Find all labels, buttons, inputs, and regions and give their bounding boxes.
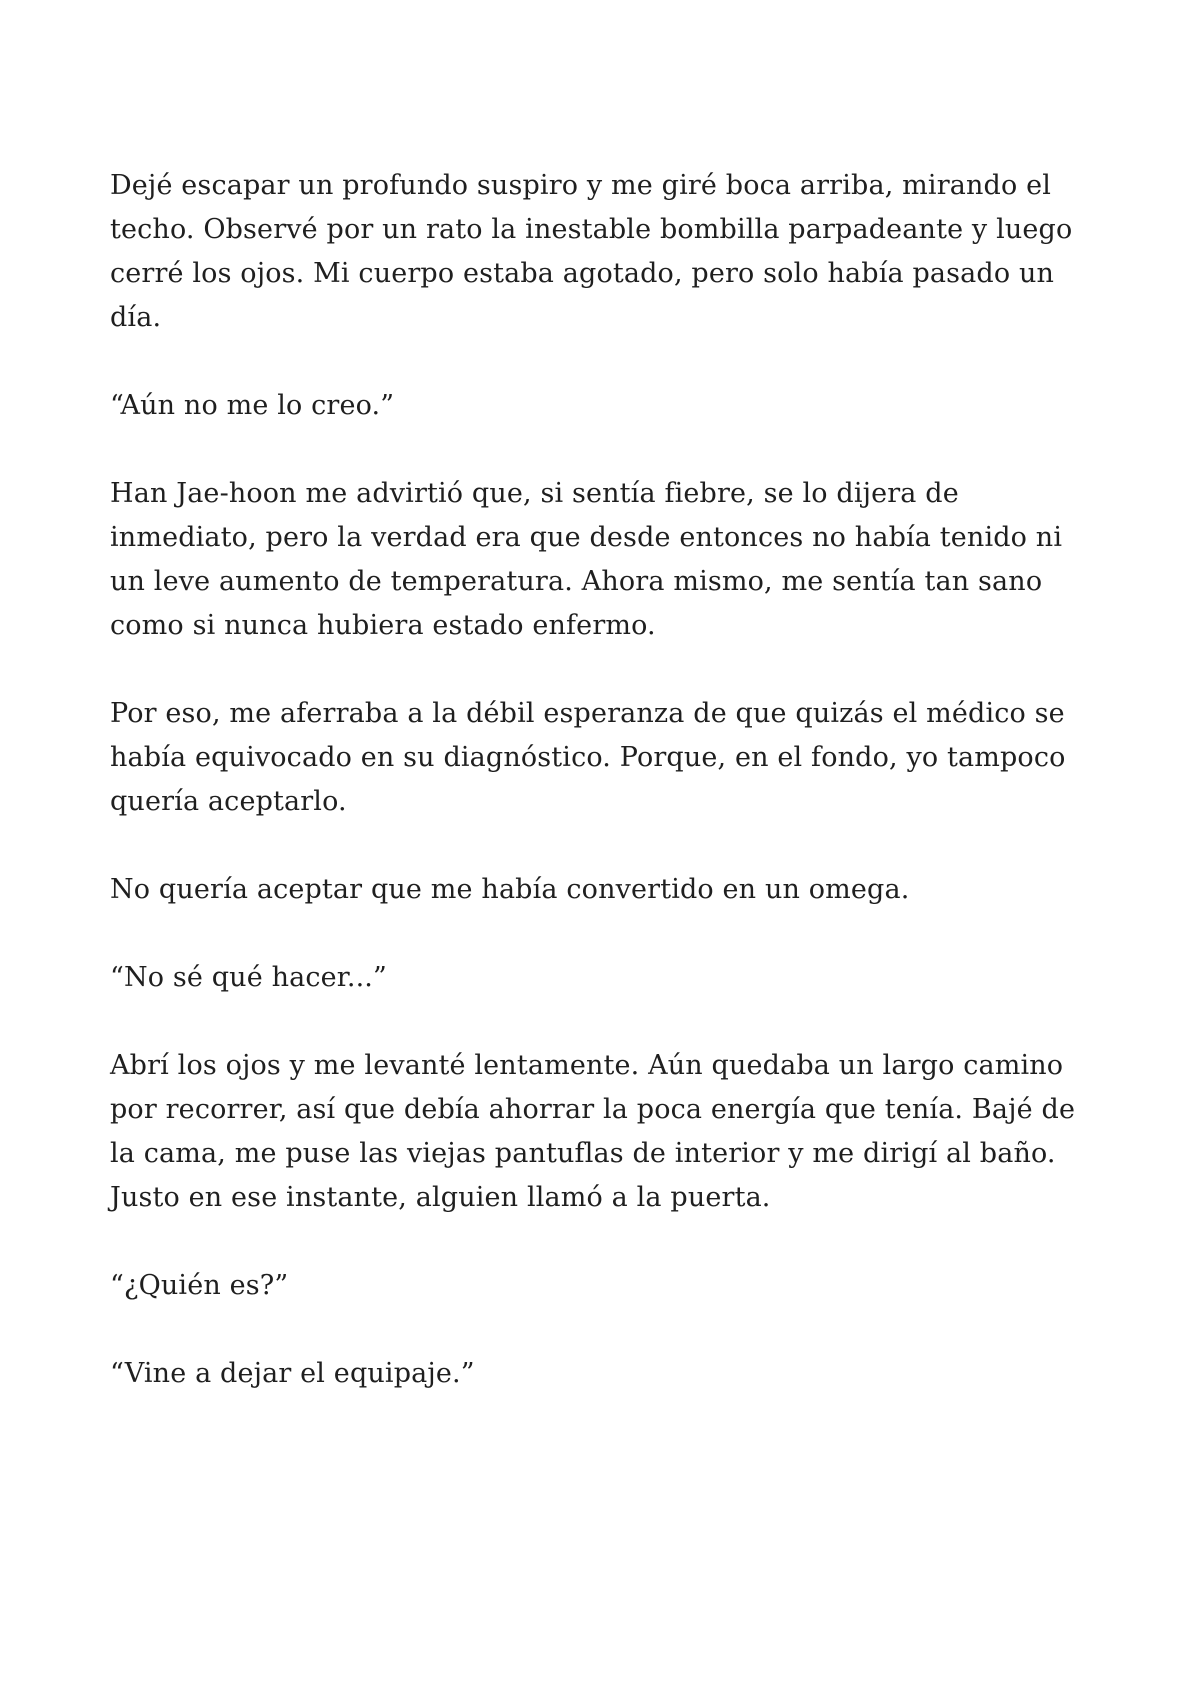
text-line: “¿Quién es?” xyxy=(110,1270,289,1301)
text-line: inmediato, pero la verdad era que desde entonces no había tenido ni xyxy=(110,522,1063,553)
text-line: Han Jae-hoon me advirtió que, si sentía fiebre, se lo dijera de xyxy=(110,478,959,509)
text-line: Justo en ese instante, alguien llamó a la puerta. xyxy=(110,1182,771,1213)
text-line: había equivocado en su diagnóstico. Porque, en el fondo, yo tampoco xyxy=(110,742,1066,773)
paragraph-1 xyxy=(110,164,1073,340)
text-line: cerré los ojos. Mi cuerpo estaba agotado, pero solo había pasado un xyxy=(110,258,1055,289)
text-line: un leve aumento de temperatura. Ahora mismo, me sentía tan sano xyxy=(110,566,1043,597)
paragraph-5 xyxy=(110,1044,1076,1220)
text-line: Dejé escapar un profundo suspiro y me giré boca arriba, mirando el xyxy=(110,170,1052,201)
dialogue-3 xyxy=(110,1264,998,1308)
dialogue-2 xyxy=(110,956,998,1000)
text-line: Abrí los ojos y me levanté lentamente. Aún quedaba un largo camino xyxy=(110,1050,1064,1081)
paragraph-3 xyxy=(110,692,1066,824)
text-line: techo. Observé por un rato la inestable bombilla parpadeante y luego xyxy=(110,214,1073,245)
paragraph-4 xyxy=(110,868,998,912)
text-line: como si nunca hubiera estado enfermo. xyxy=(110,610,656,641)
dialogue-4 xyxy=(110,1352,998,1396)
paragraph-2 xyxy=(110,472,1063,648)
dialogue-1 xyxy=(110,384,998,428)
document-body xyxy=(110,164,1076,1440)
text-line: quería aceptarlo. xyxy=(110,786,347,817)
text-line: por recorrer, así que debía ahorrar la poca energía que tenía. Bajé de xyxy=(110,1094,1076,1125)
text-line: Por eso, me aferraba a la débil esperanza de que quizás el médico se xyxy=(110,698,1065,729)
text-line: No quería aceptar que me había convertido en un omega. xyxy=(110,874,910,905)
text-line: “No sé qué hacer...” xyxy=(110,962,387,993)
text-line: “Aún no me lo creo.” xyxy=(110,390,395,421)
text-line: “Vine a dejar el equipaje.” xyxy=(110,1358,475,1389)
text-line: la cama, me puse las viejas pantuflas de interior y me dirigí al baño. xyxy=(110,1138,1056,1169)
text-line: día. xyxy=(110,302,162,333)
